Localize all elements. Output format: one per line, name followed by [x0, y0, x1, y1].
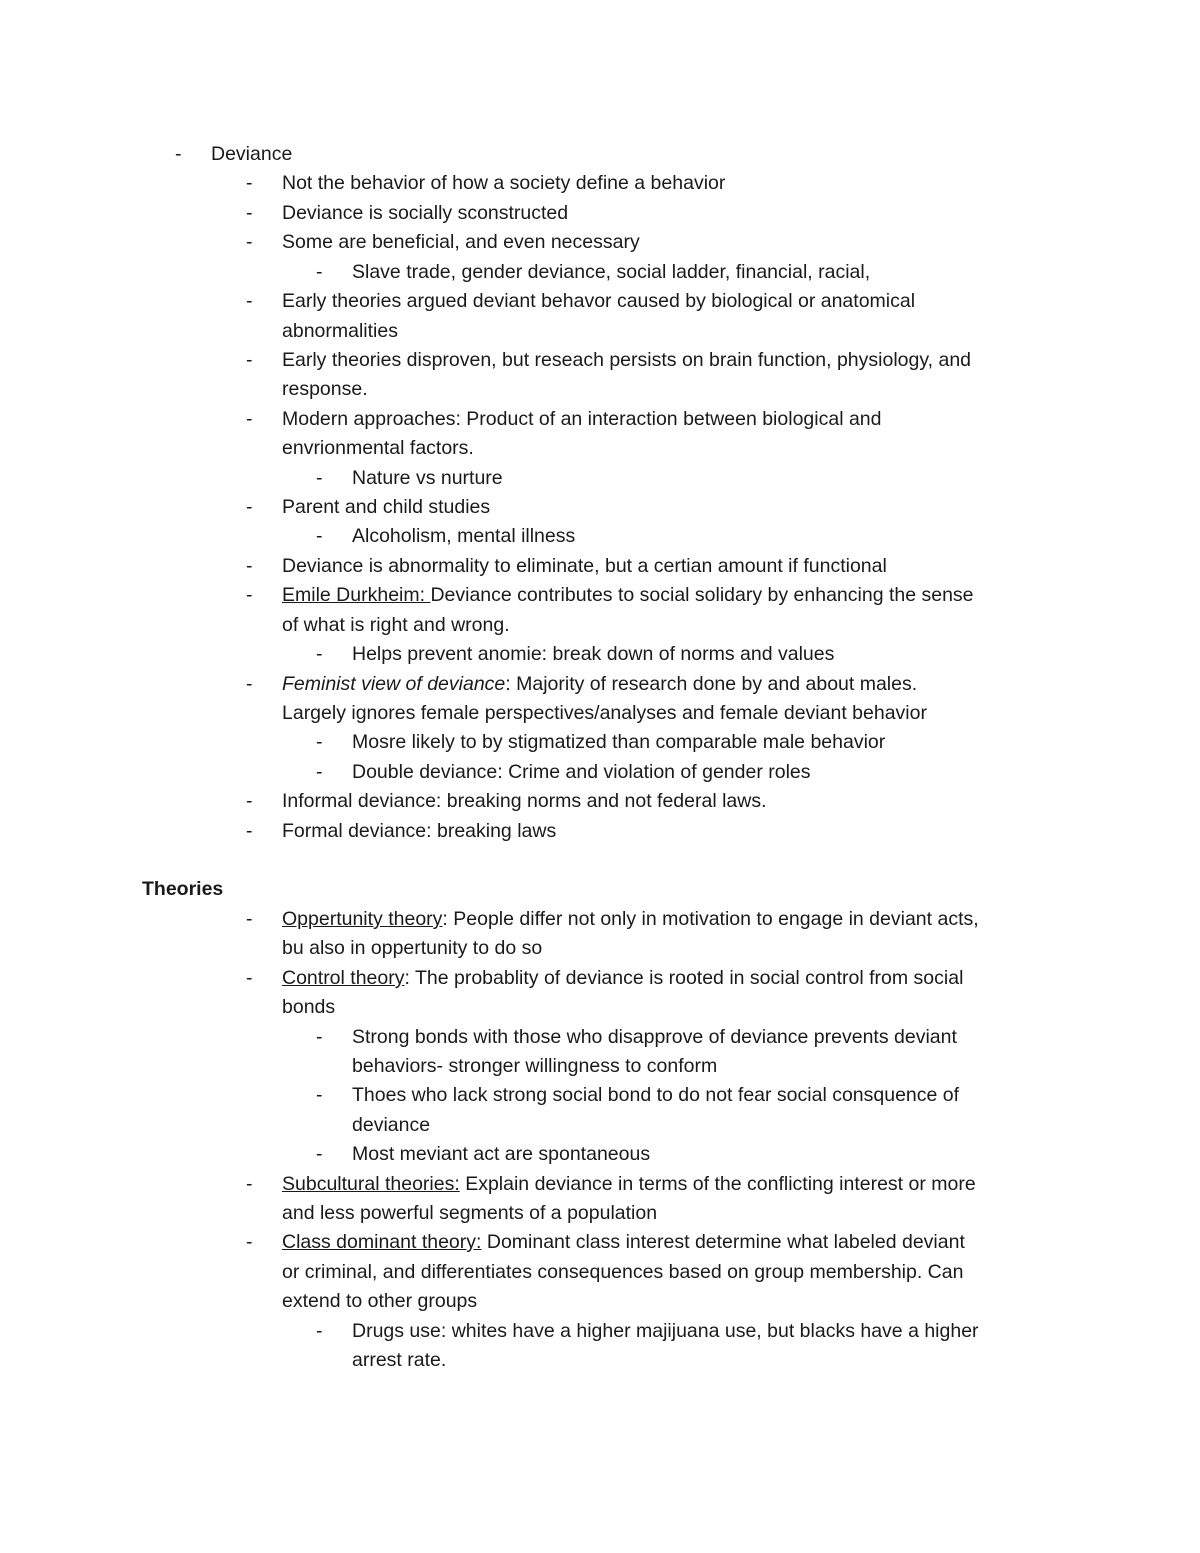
- list-item-text: or criminal, and differentiates consequences based on group membership. Can: [282, 1261, 964, 1283]
- list-item-text: Slave trade, gender deviance, social ladder, financial, racial,: [352, 261, 871, 283]
- bullet-dash: -: [246, 202, 253, 224]
- list-item-text: and less powerful segments of a population: [282, 1202, 658, 1224]
- list-item-text: of what is right and wrong.: [282, 614, 510, 636]
- term-oppertunity-theory: Oppertunity theory: [282, 908, 443, 930]
- term-definition: Explain deviance in terms of the conflicting interest or more: [459, 1173, 976, 1195]
- term-definition: : People differ not only in motivation to engage in deviant acts,: [442, 908, 979, 930]
- bullet-dash: -: [316, 1143, 323, 1165]
- bullet-dash: -: [246, 172, 253, 194]
- bullet-dash: -: [246, 290, 253, 312]
- term-subcultural-theories: Subcultural theories:: [282, 1173, 460, 1195]
- list-item-text: [282, 670, 917, 699]
- list-item-text: Most meviant act are spontaneous: [352, 1143, 651, 1165]
- bullet-dash: -: [316, 1026, 323, 1048]
- list-item-text: Early theories argued deviant behavor caused by biological or anatomical: [282, 290, 916, 312]
- list-item-text: [282, 1170, 976, 1199]
- bullet-dash: -: [246, 673, 253, 695]
- list-item-text: Deviance is abnormality to eliminate, but a certian amount if functional: [282, 555, 887, 577]
- list-item-text: Nature vs nurture: [352, 467, 503, 489]
- list-item-text: deviance: [352, 1114, 431, 1136]
- bullet-dash: -: [246, 231, 253, 253]
- list-item-text: Double deviance: Crime and violation of gender roles: [352, 761, 811, 783]
- list-item-text: Early theories disproven, but reseach persists on brain function, physiology, and: [282, 349, 972, 371]
- list-item-text: behaviors- stronger willingness to conform: [352, 1055, 718, 1077]
- term-feminist-view: Feminist view of deviance: [282, 673, 506, 695]
- list-item-text: abnormalities: [282, 320, 398, 342]
- list-item-text: Alcoholism, mental illness: [352, 525, 576, 547]
- list-item-text: bonds: [282, 996, 336, 1018]
- bullet-dash: -: [246, 967, 253, 989]
- bullet-dash: -: [246, 584, 253, 606]
- list-item-text: [282, 581, 974, 610]
- list-item-text: Drugs use: whites have a higher majijuana use, but blacks have a higher: [352, 1320, 979, 1342]
- list-item-text: Informal deviance: breaking norms and not federal laws.: [282, 790, 767, 812]
- term-definition: Dominant class interest determine what labeled deviant: [481, 1231, 965, 1253]
- bullet-dash: -: [246, 496, 253, 518]
- term-definition: : The probablity of deviance is rooted in social control from social: [404, 967, 964, 989]
- list-item-text: Not the behavior of how a society define a behavior: [282, 172, 726, 194]
- list-item-text: Formal deviance: breaking laws: [282, 820, 557, 842]
- list-item-text: Some are beneficial, and even necessary: [282, 231, 640, 253]
- list-item-text: Deviance is socially sconstructed: [282, 202, 569, 224]
- bullet-dash: -: [246, 408, 253, 430]
- bullet-dash: -: [246, 908, 253, 930]
- list-item-text: [282, 964, 963, 993]
- list-item-text: Thoes who lack strong social bond to do not fear social consquence of: [352, 1084, 960, 1106]
- list-item-text: bu also in oppertunity to do so: [282, 937, 543, 959]
- list-item-text: [282, 905, 979, 934]
- bullet-dash: -: [316, 525, 323, 547]
- list-item-text: Strong bonds with those who disapprove of deviance prevents deviant: [352, 1026, 957, 1048]
- list-item-text: Parent and child studies: [282, 496, 491, 518]
- list-item-text: Modern approaches: Product of an interaction between biological and: [282, 408, 882, 430]
- section-title-theories: Theories: [142, 878, 224, 900]
- bullet-dash: -: [316, 1320, 323, 1342]
- bullet-dash: -: [316, 643, 323, 665]
- list-item-text: envrionmental factors.: [282, 437, 474, 459]
- bullet-dash: -: [316, 467, 323, 489]
- bullet-dash: -: [316, 731, 323, 753]
- bullet-dash: -: [246, 790, 253, 812]
- term-definition: Deviance contributes to social solidary by enhancing the sense: [430, 584, 974, 606]
- term-definition: : Majority of research done by and about males.: [505, 673, 918, 695]
- bullet-dash: -: [246, 820, 253, 842]
- bullet-dash: -: [316, 1084, 323, 1106]
- list-item-text: Helps prevent anomie: break down of norms and values: [352, 643, 835, 665]
- bullet-dash: -: [246, 1231, 253, 1253]
- list-item-text: extend to other groups: [282, 1290, 478, 1312]
- term-control-theory: Control theory: [282, 967, 405, 989]
- bullet-dash: -: [246, 349, 253, 371]
- bullet-dash: -: [175, 143, 182, 165]
- bullet-dash: -: [316, 761, 323, 783]
- term-class-dominant-theory: Class dominant theory:: [282, 1231, 482, 1253]
- list-item-text: [282, 1228, 965, 1257]
- term-emile-durkheim: Emile Durkheim:: [282, 584, 431, 606]
- bullet-dash: -: [316, 261, 323, 283]
- bullet-dash: -: [246, 555, 253, 577]
- section-title-deviance: Deviance: [211, 143, 293, 165]
- list-item-text: Largely ignores female perspectives/analyses and female deviant behavior: [282, 702, 927, 724]
- list-item-text: response.: [282, 378, 368, 400]
- bullet-dash: -: [246, 1173, 253, 1195]
- list-item-text: Mosre likely to by stigmatized than comparable male behavior: [352, 731, 886, 753]
- list-item-text: arrest rate.: [352, 1349, 447, 1371]
